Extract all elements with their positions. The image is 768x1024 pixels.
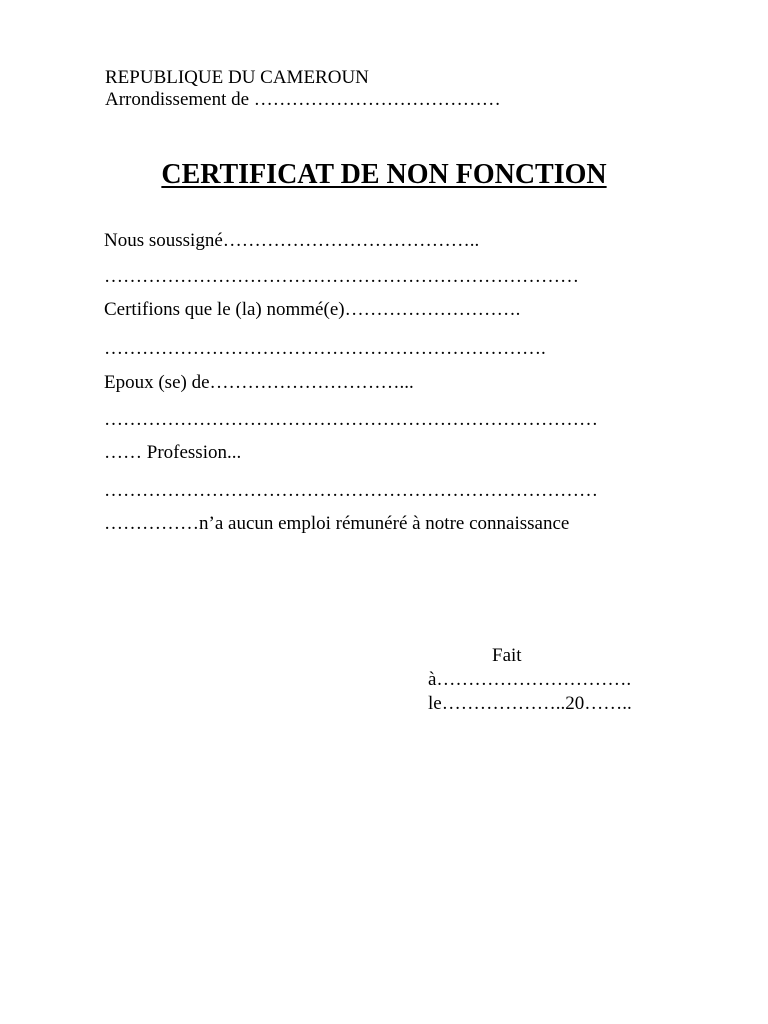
district-field: Arrondissement de ………………………………… <box>105 89 501 110</box>
undersigned-line: Nous soussigné………………………………….. <box>104 230 480 251</box>
country-name: REPUBLIQUE DU CAMEROUN <box>105 67 369 88</box>
done-label: Fait <box>492 645 522 666</box>
profession-continuation-line: …………………………………………………………………… <box>104 480 598 501</box>
spouse-line: Epoux (se) de…………………………... <box>104 372 414 393</box>
certify-named-line: Certifions que le (la) nommé(e)………………………. <box>104 299 521 320</box>
named-continuation-line: ……………………………………………………………. <box>104 338 546 359</box>
undersigned-continuation-line: ………………………………………………………………… <box>104 266 579 287</box>
date-field: le………………..20…….. <box>428 693 632 714</box>
spouse-continuation-line: …………………………………………………………………… <box>104 409 598 430</box>
place-field: à…………………………. <box>428 669 632 690</box>
document-title-text: CERTIFICAT DE NON FONCTION <box>161 159 607 190</box>
document-title <box>0 158 768 192</box>
profession-line: …… Profession... <box>104 442 242 463</box>
no-employment-statement: ……………n’a aucun emploi rémunéré à notre connaissance <box>104 513 570 534</box>
